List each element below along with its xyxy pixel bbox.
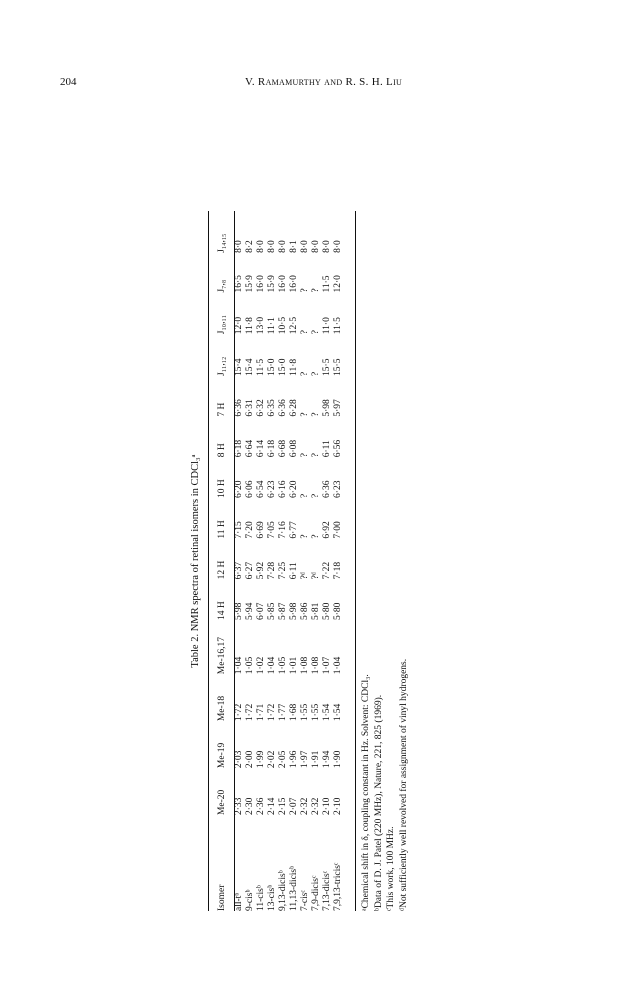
col-header: 11 H: [217, 520, 227, 539]
value-cell: 7·00: [333, 521, 343, 539]
value-cell: 6·56: [333, 439, 343, 458]
isomer-cell: 11-cisᵇ: [256, 885, 266, 911]
value-cell: 8·0: [311, 240, 321, 253]
value-cell: 6·92: [322, 521, 332, 539]
table-row: [311, 211, 322, 911]
table-body: [234, 211, 344, 911]
col-header: J₁₀,₁₁: [217, 314, 227, 335]
value-cell: ?: [300, 534, 310, 539]
value-cell: 1·94: [322, 750, 332, 769]
value-cell: 6·64: [245, 439, 255, 458]
value-cell: 5·80: [322, 602, 332, 620]
col-header: Isomer: [217, 884, 227, 911]
isomer-cell: 13-cisᵇ: [267, 884, 277, 911]
isomer-cell: 7,9-dicisᶜ: [311, 875, 321, 911]
value-cell: 2·32: [300, 797, 310, 816]
value-cell: 7·22: [322, 561, 332, 580]
page-number: 204: [60, 76, 77, 88]
table-bottom-rule: [355, 211, 356, 911]
value-cell: 8·0: [300, 240, 310, 253]
value-cell: 1·91: [311, 750, 321, 769]
value-cell: 8·0: [267, 240, 277, 253]
value-cell: ?: [311, 534, 321, 539]
value-cell: 11·5: [333, 317, 343, 335]
value-cell: 2·00: [245, 750, 255, 769]
value-cell: 1·96: [289, 750, 299, 769]
running-head: V. Ramamurthy and R. S. H. Liu: [245, 76, 403, 88]
table-header-row: [210, 211, 234, 911]
value-cell: 1·04: [234, 656, 244, 675]
value-cell: 1·05: [245, 656, 255, 675]
value-cell: 12·0: [333, 275, 343, 293]
value-cell: 6·36: [278, 399, 288, 417]
value-cell: 6·68: [278, 439, 288, 458]
col-header: 8 H: [217, 443, 227, 458]
table-row: [234, 211, 245, 911]
value-cell: 7·25: [278, 561, 288, 580]
value-cell: 1·90: [333, 750, 343, 769]
value-cell: ?: [300, 412, 310, 417]
value-cell: 16·5: [234, 275, 244, 293]
value-cell: 6·07: [256, 602, 266, 620]
value-cell: 6·16: [278, 480, 288, 498]
value-cell: 1·99: [256, 750, 266, 769]
value-cell: 5·87: [278, 602, 288, 620]
value-cell: 15·4: [245, 358, 255, 376]
value-cell: 11·5: [322, 275, 332, 293]
value-cell: 2·10: [333, 797, 343, 816]
col-header: Me-20: [217, 789, 227, 816]
value-cell: ?: [311, 412, 321, 417]
value-cell: 6·54: [256, 480, 266, 498]
value-cell: 2·14: [267, 797, 277, 816]
value-cell: 8·1: [289, 240, 299, 253]
value-cell: 1·72: [245, 703, 255, 722]
value-cell: 6·37: [234, 561, 244, 580]
value-cell: 15·9: [245, 275, 255, 293]
value-cell: 1·54: [322, 703, 332, 722]
value-cell: 5·86: [300, 602, 310, 620]
table-caption: Table 2. NMR spectra of retinal isomers in CDCl₃ᵃ: [190, 454, 201, 668]
isomer-cell: 7,13-dicisᶜ: [322, 870, 332, 911]
value-cell: 15·5: [322, 358, 332, 376]
value-cell: 1·97: [300, 750, 310, 769]
value-cell: 11·0: [322, 317, 332, 335]
value-cell: ?: [300, 371, 310, 376]
table-row: [322, 211, 333, 911]
footnote: ᵈNot sufficiently well revolved for assignment of vinyl hydrogens.: [398, 658, 409, 911]
value-cell: 6·20: [289, 480, 299, 498]
value-cell: 5·97: [333, 399, 343, 417]
value-cell: 6·23: [267, 480, 277, 498]
col-header: Me-19: [217, 742, 227, 769]
value-cell: 1·68: [289, 703, 299, 722]
col-header: 10 H: [217, 479, 227, 498]
value-cell: 15·0: [278, 358, 288, 376]
value-cell: 5·98: [234, 602, 244, 620]
value-cell: 7·20: [245, 521, 255, 539]
value-cell: 6·36: [234, 399, 244, 417]
value-cell: 15·9: [267, 275, 277, 293]
value-cell: 1·04: [333, 656, 343, 675]
value-cell: 6·18: [234, 439, 244, 458]
col-header: J₁₁,₁₂: [217, 356, 227, 376]
isomer-cell: 7,9,13-tricisᶜ: [333, 862, 343, 911]
value-cell: 2·02: [267, 750, 277, 769]
value-cell: 1·04: [267, 656, 277, 675]
col-header: J₇,₈: [217, 279, 227, 293]
value-cell: ?: [300, 493, 310, 498]
isomer-cell: 7-cisᶜ: [300, 890, 310, 911]
value-cell: 7·16: [278, 521, 288, 539]
value-cell: 13·0: [256, 316, 266, 335]
value-cell: 7·28: [267, 561, 277, 580]
value-cell: 5·81: [311, 602, 321, 620]
value-cell: 1·72: [234, 703, 244, 722]
value-cell: 1·01: [289, 656, 299, 675]
value-cell: ?: [311, 371, 321, 376]
value-cell: 5·92: [256, 561, 266, 580]
value-cell: ?: [300, 288, 310, 293]
value-cell: 6·77: [289, 521, 299, 539]
value-cell: 7·15: [234, 521, 244, 539]
value-cell: ?: [300, 330, 310, 335]
value-cell: 1·55: [311, 703, 321, 722]
value-cell: 1·77: [278, 703, 288, 722]
col-header: 7 H: [217, 402, 227, 417]
value-cell: 6·35: [267, 399, 277, 417]
value-cell: 6·18: [267, 439, 277, 458]
value-cell: 6·14: [256, 439, 266, 458]
value-cell: 15·5: [333, 358, 343, 376]
value-cell: 6·06: [245, 480, 255, 498]
value-cell: ?: [300, 453, 310, 458]
value-cell: 1·05: [278, 656, 288, 675]
footnote: ᶜThis work, 100 MHz.: [386, 826, 396, 911]
value-cell: 1·02: [256, 656, 266, 675]
value-cell: 6·36: [322, 480, 332, 498]
value-cell: 12·5: [289, 316, 299, 335]
value-cell: 2·30: [245, 797, 255, 816]
isomer-cell: 11,13-dicisᵇ: [289, 865, 299, 911]
value-cell: 8·0: [333, 240, 343, 253]
col-header: 14 H: [217, 601, 227, 620]
isomer-cell: 9,13-dicisᵇ: [278, 870, 288, 911]
value-cell: ?: [311, 453, 321, 458]
nmr-table: [210, 211, 344, 911]
value-cell: 11·1: [267, 317, 277, 335]
value-cell: 2·33: [234, 797, 244, 816]
value-cell: 1·08: [300, 656, 310, 675]
table-row: [278, 211, 289, 911]
value-cell: 1·72: [267, 703, 277, 722]
value-cell: 6·08: [289, 439, 299, 458]
value-cell: 1·54: [333, 703, 343, 722]
value-cell: 2·32: [311, 797, 321, 816]
value-cell: ?ᵈ: [311, 572, 321, 580]
value-cell: 6·69: [256, 521, 266, 539]
value-cell: 6·20: [234, 480, 244, 498]
value-cell: 6·28: [289, 399, 299, 417]
col-header: 12 H: [217, 560, 227, 580]
value-cell: 2·05: [278, 750, 288, 769]
rotated-table-block: [190, 71, 420, 911]
value-cell: 8·0: [322, 240, 332, 253]
value-cell: 12·0: [234, 316, 244, 335]
value-cell: 15·4: [234, 358, 244, 376]
footnote: ᵃChemical shift in δ, coupling constant in Hz. Solvent: CDCl₃.: [361, 674, 371, 911]
value-cell: 1·07: [322, 656, 332, 675]
value-cell: 8·0: [256, 240, 266, 253]
value-cell: 16·0: [256, 275, 266, 293]
value-cell: 2·15: [278, 797, 288, 816]
value-cell: 6·31: [245, 399, 255, 417]
value-cell: 16·0: [289, 275, 299, 293]
table-row: [256, 211, 267, 911]
value-cell: 16·0: [278, 275, 288, 293]
value-cell: 10·5: [278, 316, 288, 335]
col-header: Me-18: [217, 695, 227, 722]
value-cell: 11·8: [289, 358, 299, 376]
value-cell: 5·98: [289, 602, 299, 620]
table-footnotes: [360, 71, 410, 911]
value-cell: 5·80: [333, 602, 343, 620]
value-cell: 11·5: [256, 358, 266, 376]
col-header: J₁₄,₁₅: [217, 233, 227, 253]
value-cell: 11·8: [245, 317, 255, 335]
isomer-cell: all-tᵇ: [234, 892, 244, 911]
table-row: [333, 211, 344, 911]
value-cell: ?: [311, 493, 321, 498]
table-row: [267, 211, 278, 911]
value-cell: 7·05: [267, 521, 277, 539]
isomer-cell: 9-cisᵇ: [245, 889, 255, 911]
table-row: [289, 211, 300, 911]
value-cell: ?: [311, 288, 321, 293]
value-cell: 6·27: [245, 561, 255, 580]
value-cell: 1·71: [256, 703, 266, 722]
table-row: [245, 211, 256, 911]
value-cell: ?: [311, 330, 321, 335]
value-cell: 5·94: [245, 602, 255, 620]
value-cell: 2·03: [234, 750, 244, 769]
value-cell: 8·2: [245, 240, 255, 253]
value-cell: 6·32: [256, 399, 266, 417]
value-cell: 15·0: [267, 358, 277, 376]
value-cell: 6·11: [289, 562, 299, 580]
value-cell: 2·07: [289, 797, 299, 816]
value-cell: 6·11: [322, 440, 332, 458]
value-cell: 5·85: [267, 602, 277, 620]
value-cell: 1·08: [311, 656, 321, 675]
value-cell: 2·10: [322, 797, 332, 816]
value-cell: 8·0: [278, 240, 288, 253]
value-cell: 8·0: [234, 240, 244, 253]
value-cell: 5·98: [322, 399, 332, 417]
table-top-rule: [208, 211, 209, 911]
value-cell: 6·23: [333, 480, 343, 498]
value-cell: ?ᵈ: [300, 572, 310, 580]
value-cell: 2·36: [256, 797, 266, 816]
table-row: [300, 211, 311, 911]
value-cell: 1·55: [300, 703, 310, 722]
col-header: Me-16,17: [217, 637, 227, 675]
footnote: ᵇData of D. J. Patel (220 MHz), Nature, 221, 825 (1969).: [373, 694, 384, 911]
value-cell: 7·18: [333, 561, 343, 580]
